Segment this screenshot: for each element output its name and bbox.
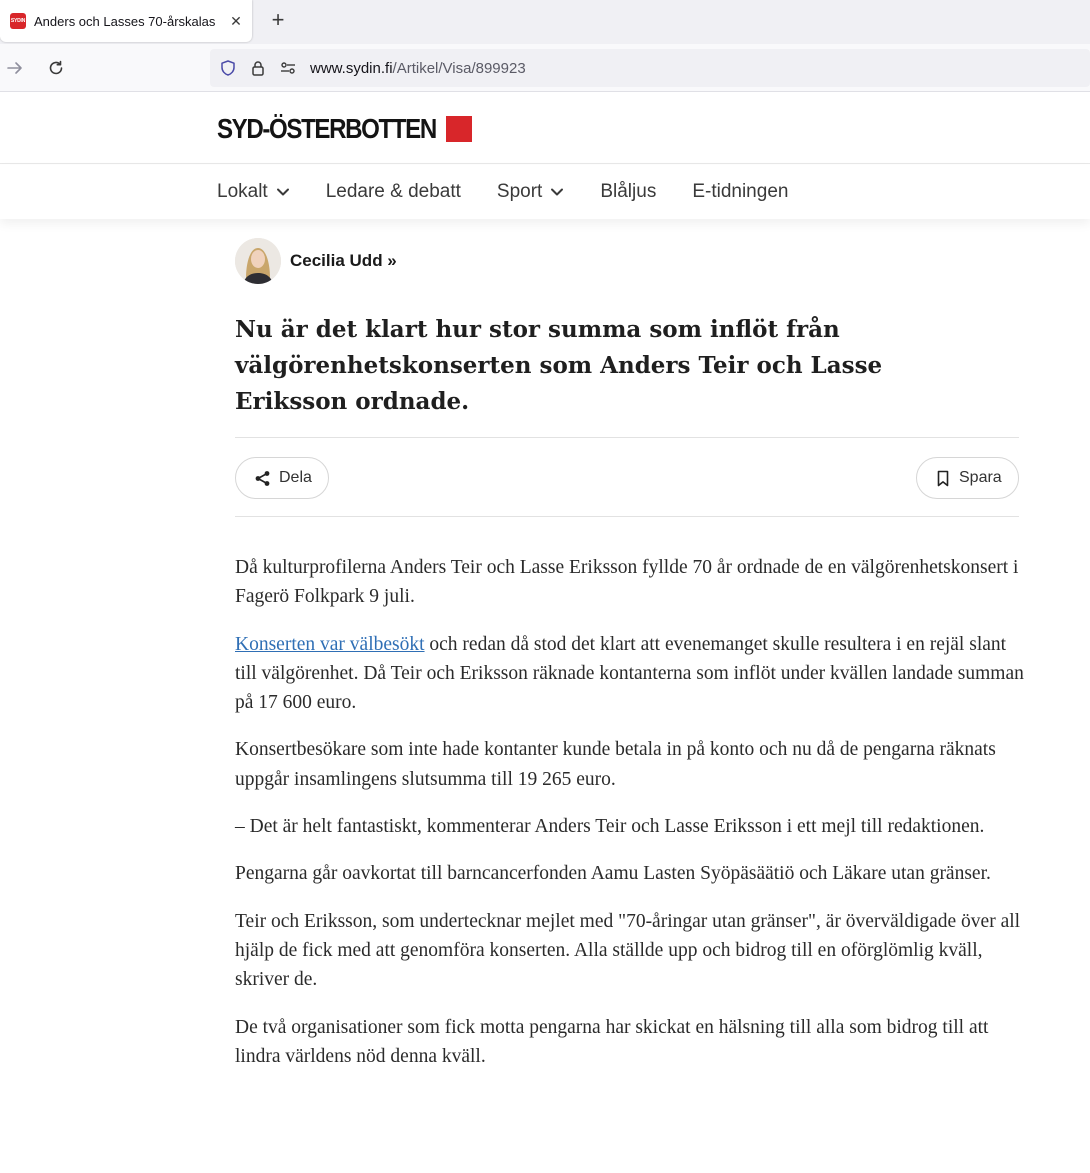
article-paragraph bbox=[235, 735, 1025, 794]
paragraph-text: Teir och Eriksson, som undertecknar mejlet med "70-åringar utan gränser", är överväldigade över all hjälp de fick med att genomföra konserten. Alla ställde upp och bidrog till en oförglömlig kväll, skriver de. bbox=[235, 910, 1021, 991]
browser-tab-bar bbox=[0, 0, 1090, 44]
nav-item-label: E-tidningen bbox=[692, 181, 789, 202]
article-paragraph bbox=[235, 553, 1025, 612]
paragraph-text: och redan då stod det klart att evenemanget skulle resultera i en rejäl slant till välgörenhet. Då Teir och Eriksson räknade kontanterna som inflöt under kvällen landade summan på 17 600 euro. bbox=[235, 633, 1024, 714]
new-tab-button[interactable]: + bbox=[271, 7, 285, 32]
divider-bottom bbox=[235, 516, 1019, 517]
close-tab-icon[interactable]: ✕ bbox=[230, 12, 242, 29]
lock-icon[interactable] bbox=[248, 58, 268, 78]
nav-item-blåljus[interactable] bbox=[600, 181, 656, 203]
share-icon bbox=[254, 470, 279, 487]
chevron-down-icon bbox=[550, 185, 564, 199]
site-logo[interactable] bbox=[217, 114, 472, 144]
arrow-right-icon bbox=[6, 59, 24, 77]
divider-top bbox=[235, 437, 1019, 438]
nav-item-label: Ledare & debatt bbox=[325, 181, 461, 202]
nav-item-ledare-debatt[interactable] bbox=[326, 181, 461, 203]
save-label: Spara bbox=[959, 469, 1002, 486]
article-headline: Nu är det klart hur stor summa som inflöt från välgörenhetskonserten som Anders Teir och Lasse Eriksson ordnade. bbox=[235, 316, 883, 415]
author-avatar[interactable] bbox=[235, 238, 281, 284]
url-path: /Artikel/Visa/899923 bbox=[392, 59, 526, 77]
tracking-protection-shield-icon[interactable] bbox=[218, 58, 238, 78]
article-paragraph bbox=[235, 907, 1025, 995]
inline-article-link[interactable]: Konserten var välbesökt bbox=[235, 633, 425, 655]
forward-button[interactable] bbox=[3, 56, 27, 80]
site-header bbox=[0, 92, 1090, 164]
paragraph-text: De två organisationer som fick motta pengarna har skickat en hälsning till alla som bidrog till att lindra världens nöd denna kväll. bbox=[235, 1016, 989, 1067]
share-button[interactable] bbox=[235, 457, 329, 499]
browser-nav-bar bbox=[0, 44, 1090, 92]
logo-text: SYD-ÖSTERBOTTEN bbox=[217, 113, 436, 144]
url-text bbox=[310, 60, 526, 77]
bookmark-icon bbox=[935, 470, 959, 487]
browser-tab[interactable] bbox=[0, 0, 252, 42]
paragraph-text: – Det är helt fantastiskt, kommenterar Anders Teir och Lasse Eriksson i ett mejl till redaktionen. bbox=[235, 816, 985, 838]
url-bar[interactable] bbox=[210, 49, 1090, 87]
article-paragraph bbox=[235, 859, 1025, 888]
article-paragraph bbox=[235, 630, 1025, 718]
logo-red-square bbox=[446, 116, 472, 142]
url-host: www.sydin.fi bbox=[310, 59, 393, 77]
site-favicon-icon: SYDIN bbox=[10, 13, 26, 29]
page-permissions-icon[interactable] bbox=[278, 58, 298, 78]
nav-item-e-tidningen[interactable] bbox=[692, 181, 788, 203]
save-button[interactable] bbox=[916, 457, 1019, 499]
nav-item-lokalt[interactable] bbox=[217, 181, 290, 203]
site-nav bbox=[0, 165, 1090, 219]
article-paragraph bbox=[235, 1013, 1025, 1072]
paragraph-text: Konsertbesökare som inte hade kontanter kunde betala in på konto och nu då de pengarna räknats uppgår insamlingens slutsumma till 19 265 euro. bbox=[235, 739, 996, 790]
reload-icon bbox=[47, 59, 65, 77]
chevron-down-icon bbox=[276, 185, 290, 199]
nav-item-label: Sport bbox=[496, 181, 543, 202]
reload-button[interactable] bbox=[44, 56, 68, 80]
paragraph-text: Pengarna går oavkortat till barncancerfonden Aamu Lasten Syöpäsäätiö och Läkare utan gränser. bbox=[235, 863, 991, 885]
author-link[interactable]: Cecilia Udd » bbox=[290, 251, 397, 270]
paragraph-text: Då kulturprofilerna Anders Teir och Lasse Eriksson fyllde 70 år ordnade de en välgörenhetskonsert i Fagerö Folkpark 9 juli. bbox=[235, 557, 1019, 608]
nav-item-sport[interactable] bbox=[497, 181, 564, 203]
share-label: Dela bbox=[279, 469, 312, 486]
nav-item-label: Blåljus bbox=[600, 181, 657, 202]
article-paragraph bbox=[235, 812, 1025, 841]
byline bbox=[235, 238, 397, 284]
nav-item-label: Lokalt bbox=[217, 181, 268, 202]
article-body bbox=[235, 553, 1025, 1089]
tab-title: Anders och Lasses 70-årskalas bbox=[34, 13, 216, 29]
